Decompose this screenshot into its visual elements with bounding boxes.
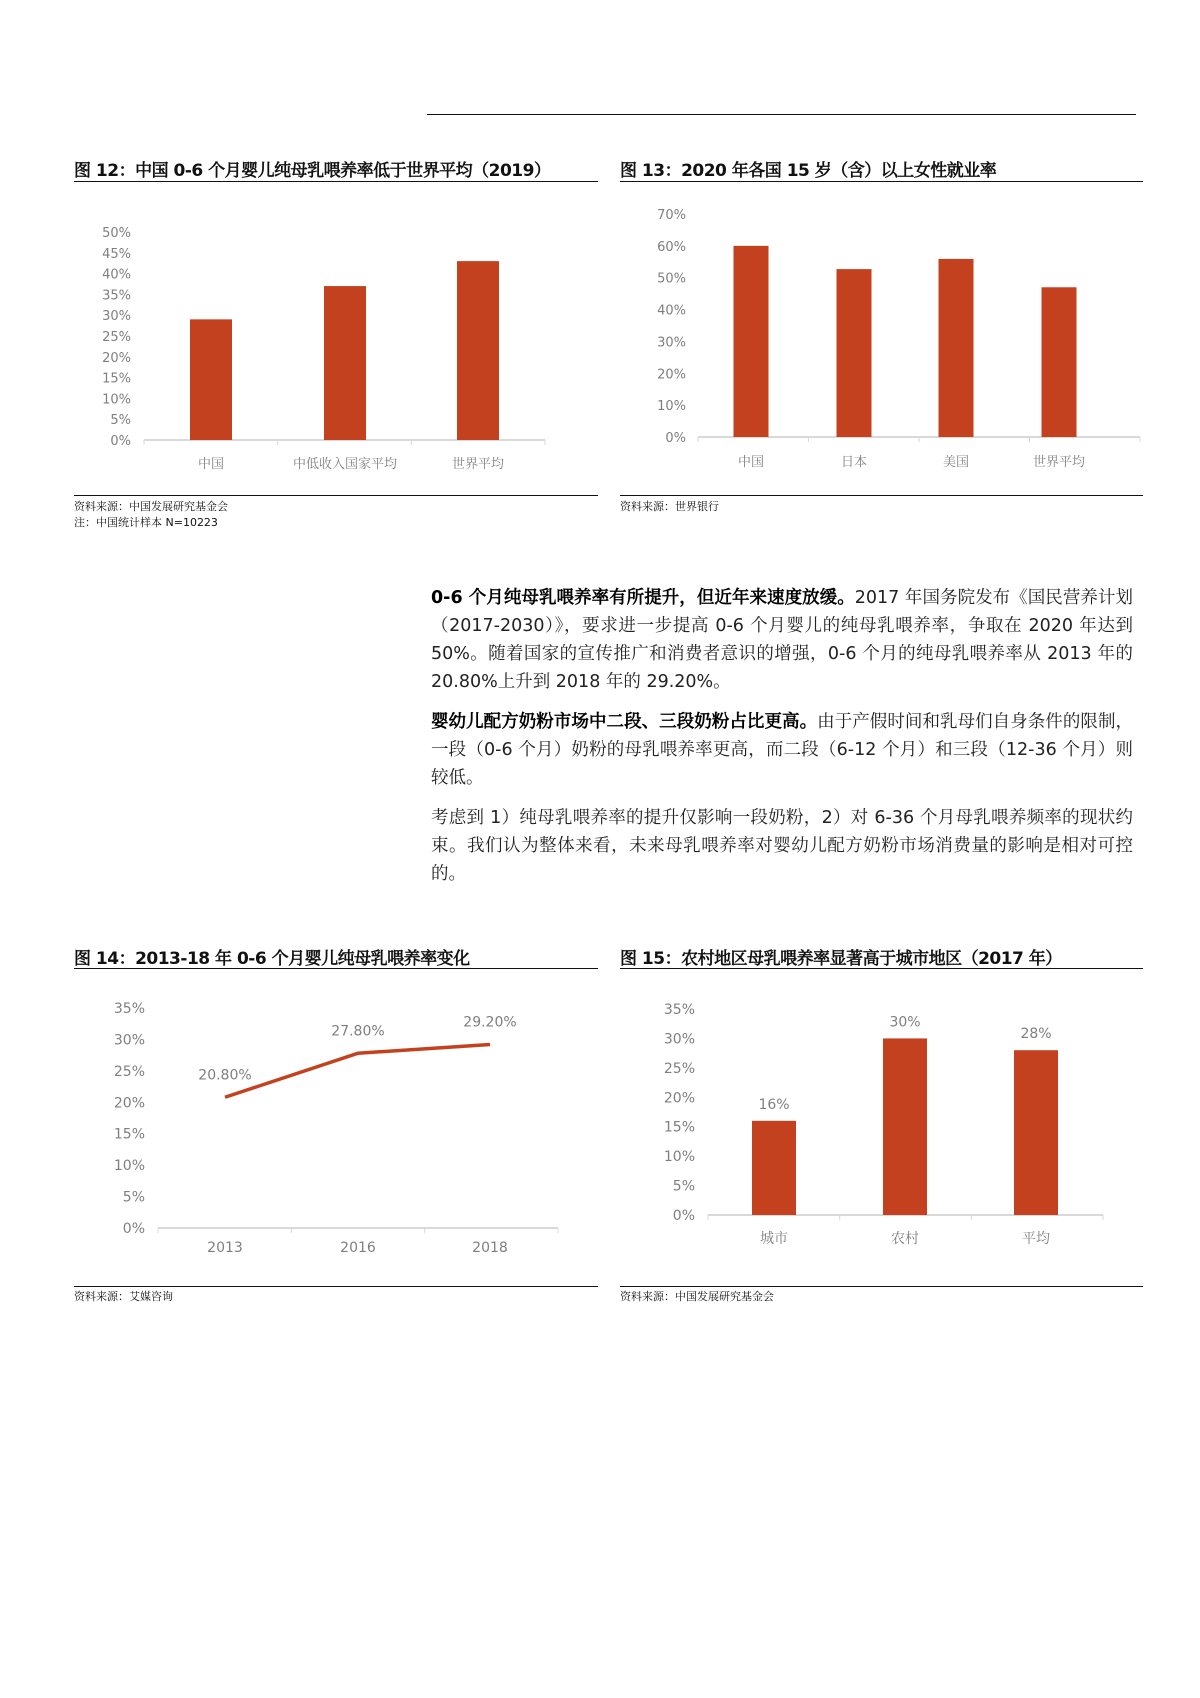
- y-tick-label: 5%: [672, 1178, 695, 1195]
- y-tick-label: 35%: [663, 1002, 695, 1018]
- x-category-label: 中低收入国家平均: [292, 457, 398, 472]
- y-tick-label: 40%: [657, 303, 686, 319]
- paragraph-3-text: 考虑到 1）纯母乳喂养率的提升仅影响一段奶粉，2）对 6-36 个月母乳喂养频率的现状约束。我们认为整体来看，未来母乳喂养率对婴幼儿配方奶粉市场消费量的影响是相对可控的。: [431, 808, 1133, 884]
- x-category-label: 城市: [760, 1231, 788, 1247]
- y-tick-label: 40%: [102, 267, 131, 283]
- x-category-label: 2016: [340, 1240, 376, 1256]
- figure-15-source: 资料来源：中国发展研究基金会: [620, 1290, 774, 1303]
- y-tick-label: 30%: [102, 309, 131, 325]
- y-tick-label: 20%: [657, 367, 686, 383]
- y-tick-label: 30%: [113, 1032, 145, 1049]
- y-tick-label: 35%: [102, 288, 131, 304]
- bar: [1014, 1050, 1058, 1215]
- x-category-label: 美国: [942, 455, 970, 470]
- y-tick-label: 0%: [672, 1208, 695, 1224]
- bar: [324, 286, 366, 440]
- y-tick-label: 0%: [122, 1221, 145, 1237]
- body-text: [431, 584, 1133, 900]
- figure-14-title-rule: [74, 968, 598, 969]
- y-tick-label: 0%: [665, 431, 686, 446]
- y-tick-label: 25%: [102, 330, 131, 345]
- figure-12-source-rule: [74, 495, 598, 496]
- data-label: 20.80%: [198, 1067, 252, 1084]
- x-category-label: 2018: [472, 1240, 508, 1256]
- paragraph-2-text: 由于产假时间和乳母们自身条件的限制，一段（0-6 个月）奶粉的母乳喂养率更高，而二段（6-12 个月）和三段（12-36 个月）则较低。: [431, 712, 1134, 788]
- bar: [734, 246, 769, 437]
- bar: [837, 269, 872, 437]
- figure-15-title-rule: [620, 968, 1143, 969]
- y-tick-label: 35%: [113, 1001, 145, 1017]
- line-series: [225, 1044, 490, 1097]
- y-tick-label: 45%: [102, 246, 131, 262]
- x-category-label: 中国: [197, 457, 225, 472]
- x-category-label: 2013: [207, 1240, 243, 1256]
- data-label: 30%: [889, 1014, 921, 1031]
- y-tick-label: 20%: [113, 1095, 145, 1112]
- x-category-label: 农村: [891, 1231, 919, 1247]
- bar: [1042, 287, 1077, 437]
- y-tick-label: 10%: [663, 1149, 695, 1166]
- figure-13-title: 图 13：2020 年各国 15 岁（含）以上女性就业率: [620, 161, 997, 181]
- figure-14-source-rule: [74, 1286, 598, 1287]
- figure-13-title-rule: [620, 181, 1143, 182]
- paragraph-1: [431, 584, 1133, 696]
- x-category-label: 平均: [1022, 1231, 1050, 1247]
- y-tick-label: 5%: [122, 1189, 145, 1206]
- figure-12-note: 注：中国统计样本 N=10223: [74, 516, 218, 529]
- y-tick-label: 60%: [657, 239, 686, 255]
- bar: [939, 259, 974, 437]
- figure-12-title-rule: [74, 181, 598, 182]
- y-tick-label: 15%: [113, 1126, 145, 1143]
- y-tick-label: 0%: [110, 434, 131, 449]
- y-tick-label: 20%: [102, 350, 131, 366]
- x-category-label: 世界平均: [1032, 455, 1086, 470]
- bar: [883, 1038, 927, 1215]
- data-label: 29.20%: [463, 1014, 517, 1031]
- paragraph-1-text: 2017 年国务院发布《国民营养计划（2017-2030）》，要求进一步提高 0-6 个月婴儿的纯母乳喂养率，争取在 2020 年达到 50%。随着国家的宣传推广和消费者意识的增强，0-6 个月的纯母乳喂养率从 2013 年的 20.80%上升到 2018 年的 29.20%。: [431, 588, 1133, 692]
- paragraph-1-lead: 0-6 个月纯母乳喂养率有所提升，但近年来速度放缓。: [431, 588, 855, 608]
- bar: [457, 261, 499, 440]
- figure-14-title: 图 14：2013-18 年 0-6 个月婴儿纯母乳喂养率变化: [74, 949, 470, 969]
- figure-15-title: 图 15：农村地区母乳喂养率显著高于城市地区（2017 年）: [620, 949, 1062, 969]
- y-tick-label: 10%: [657, 399, 686, 415]
- data-label: 27.80%: [331, 1023, 385, 1040]
- y-tick-label: 50%: [102, 226, 131, 241]
- y-tick-label: 25%: [663, 1060, 695, 1077]
- figure-14-source: 资料来源：艾媒咨询: [74, 1290, 173, 1303]
- x-category-label: 日本: [840, 455, 868, 470]
- figure-13-source-rule: [620, 495, 1143, 496]
- y-tick-label: 30%: [657, 335, 686, 351]
- header-rule: [427, 114, 1136, 115]
- bar: [752, 1121, 796, 1215]
- y-tick-label: 15%: [663, 1119, 695, 1136]
- figure-13-source: 资料来源：世界银行: [620, 500, 719, 513]
- paragraph-3: [431, 804, 1133, 888]
- x-category-label: 世界平均: [451, 457, 505, 472]
- bar: [190, 319, 232, 440]
- figure-12-title: 图 12：中国 0-6 个月婴儿纯母乳喂养率低于世界平均（2019）: [74, 161, 551, 181]
- y-tick-label: 15%: [102, 371, 131, 387]
- y-tick-label: 5%: [110, 413, 131, 429]
- y-tick-label: 25%: [113, 1063, 145, 1080]
- y-tick-label: 20%: [663, 1090, 695, 1107]
- paragraph-2: [431, 708, 1133, 792]
- data-label: 16%: [758, 1096, 790, 1113]
- figure-12-source: 资料来源：中国发展研究基金会: [74, 500, 228, 513]
- y-tick-label: 10%: [113, 1158, 145, 1175]
- x-category-label: 中国: [737, 455, 765, 470]
- paragraph-2-lead: 婴幼儿配方奶粉市场中二段、三段奶粉占比更高。: [431, 712, 818, 732]
- figure-15-source-rule: [620, 1286, 1143, 1287]
- y-tick-label: 10%: [102, 392, 131, 408]
- data-label: 28%: [1020, 1026, 1052, 1043]
- y-tick-label: 30%: [663, 1031, 695, 1048]
- y-tick-label: 50%: [657, 271, 686, 287]
- y-tick-label: 70%: [657, 208, 686, 223]
